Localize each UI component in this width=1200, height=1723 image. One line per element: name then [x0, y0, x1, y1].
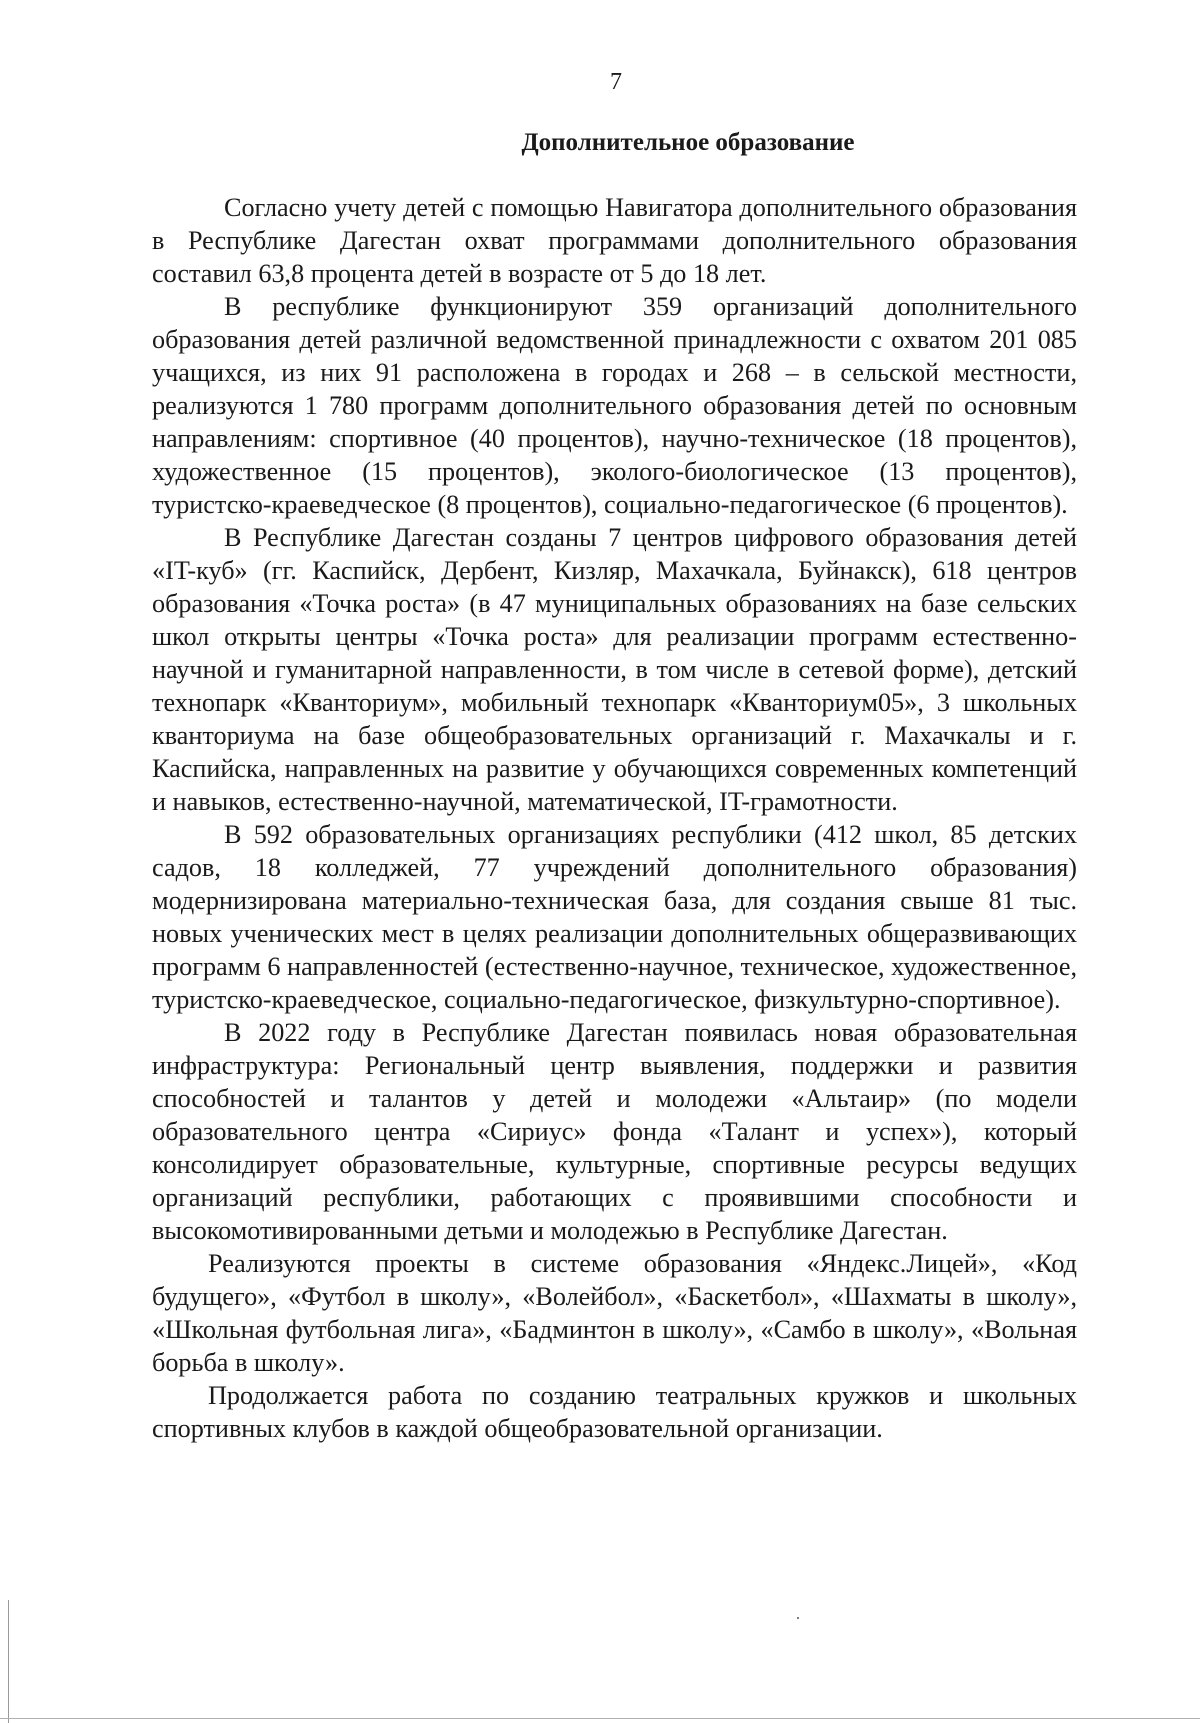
paragraph-6: Реализуются проекты в системе образования «Яндекс.Лицей», «Код будущего», «Футбол в школу», «Волейбол», «Баскетбол», «Шахматы в школу», «Школьная футбольная лига», «Бадминтон в школу», «Самбо в школу», «Вольная борьба в школу».	[152, 1249, 1077, 1377]
body-text	[152, 191, 1077, 1445]
paragraph-2: В республике функционируют 359 организаций дополнительного образования детей различной ведомственной принадлежности с охватом 201 085 учащихся, из них 91 расположена в городах и 268 – в сельской местности, реализуются 1 780 программ дополнительного образования детей по основным направлениям: спортивное (40 процентов), научно-техническое (18 процентов), художественное (15 процентов), эколого-биологическое (13 процентов), туристско-краеведческое (8 процентов), социально-педагогическое (6 процентов).	[152, 292, 1077, 519]
paragraph-1: Согласно учету детей с помощью Навигатора дополнительного образования в Республике Дагестан охват программами дополнительного образования составил 63,8 процента детей в возрасте от 5 до 18 лет.	[152, 193, 1077, 288]
scan-edge-left	[8, 1600, 9, 1723]
paragraph-7: Продолжается работа по созданию театральных кружков и школьных спортивных клубов в каждой общеобразовательной организации.	[152, 1381, 1077, 1443]
paragraph-3: В Республике Дагестан созданы 7 центров цифрового образования детей «IT-куб» (гг. Каспийск, Дербент, Кизляр, Махачкала, Буйнакск), 618 центров образования «Точка роста» (в 47 муниципальных образованиях на базе сельских школ открыты центры «Точка роста» для реализации программ естественно-научной и гуманитарной направленности, в том числе в сетевой форме), детский технопарк «Кванториум», мобильный технопарк «Кванториум05», 3 школьных кванториума на базе общеобразовательных организаций г. Махачкалы и г. Каспийска, направленных на развитие у обучающихся современных компетенций и навыков, естественно-научной, математической, IT-грамотности.	[152, 523, 1077, 816]
paragraph-4: В 592 образовательных организациях республики (412 школ, 85 детских садов, 18 колледжей, 77 учреждений дополнительного образования) модернизирована материально-техническая база, для создания свыше 81 тыс. новых ученических мест в целях реализации дополнительных общеразвивающих программ 6 направленностей (естественно-научное, техническое, художественное, туристско-краеведческое, социально-педагогическое, физкультурно-спортивное).	[152, 820, 1077, 1014]
paragraph-5: В 2022 году в Республике Дагестан появилась новая образовательная инфраструктура: Региональный центр выявления, поддержки и развития способностей и талантов у детей и молодежи «Альтаир» (по модели образовательного центра «Сириус» фонда «Талант и успех»), который консолидирует образовательные, культурные, спортивные ресурсы ведущих организаций республики, работающих с проявившими способности и высокомотивированными детьми и молодежью в Республике Дагестан.	[152, 1018, 1077, 1245]
section-title: Дополнительное образование	[521, 129, 855, 156]
page-number: 7	[610, 69, 622, 95]
scan-edge-bottom	[0, 1718, 1200, 1719]
scan-speck	[797, 1617, 799, 1619]
